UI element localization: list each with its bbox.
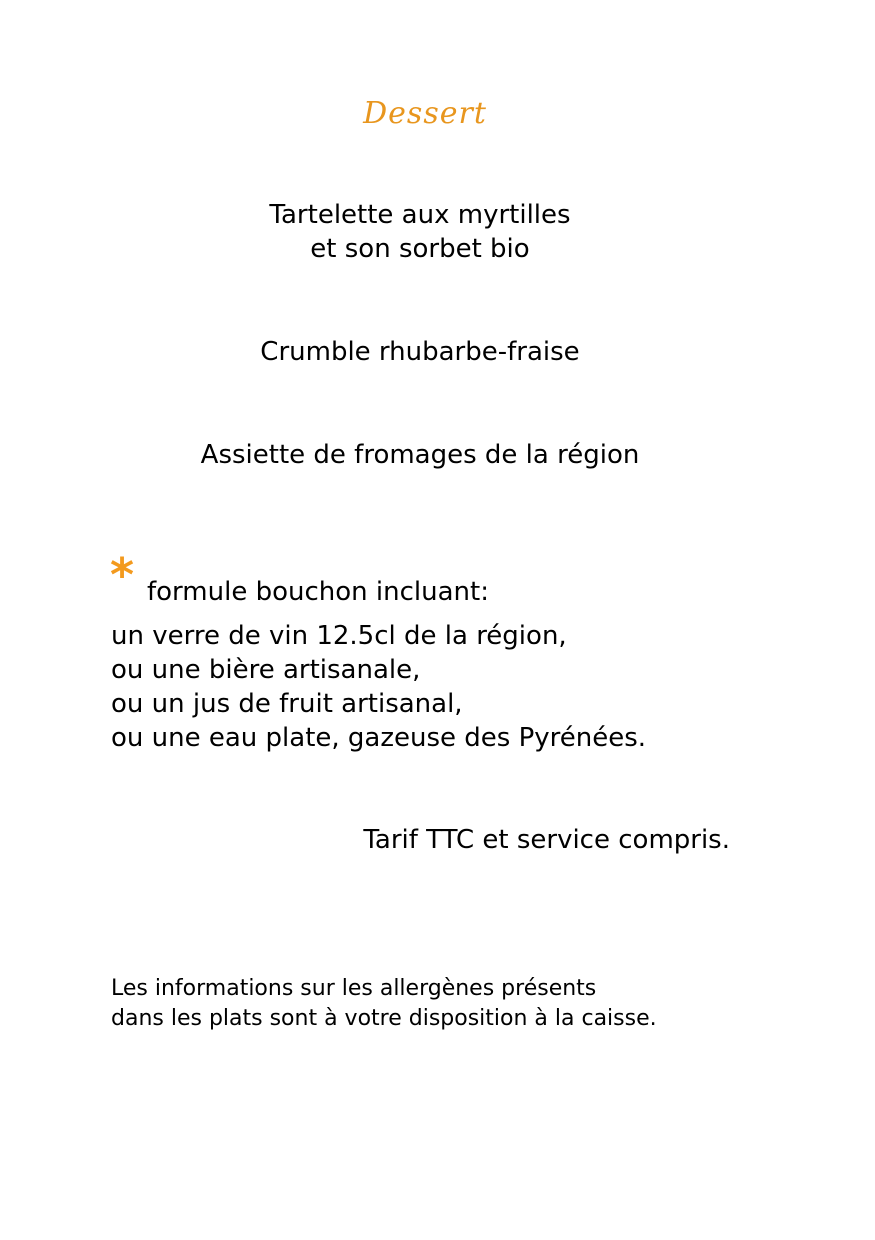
dish-1-line-1: Tartelette aux myrtilles: [269, 200, 571, 230]
formule-heading: formule bouchon incluant:: [147, 577, 489, 607]
formule-options: [111, 619, 646, 755]
formule-option: ou une eau plate, gazeuse des Pyrénées.: [111, 723, 647, 753]
dish-3: Assiette de fromages de la région: [200, 440, 640, 470]
dish-1: [0, 198, 840, 266]
tarif-note: Tarif TTC et service compris.: [363, 825, 730, 855]
allergens-line-2: dans les plats sont à votre disposition à la caisse.: [111, 1006, 657, 1031]
allergens-line-1: Les informations sur les allergènes présents: [111, 976, 597, 1001]
asterisk-icon: *: [110, 548, 135, 602]
formule-option: ou une bière artisanale,: [111, 655, 421, 685]
allergens-note: [111, 974, 657, 1034]
section-title: Dessert: [363, 96, 487, 131]
dish-2: Crumble rhubarbe-fraise: [260, 337, 580, 367]
dish-1-line-2: et son sorbet bio: [310, 234, 530, 264]
formule-option: ou un jus de fruit artisanal,: [111, 689, 463, 719]
formule-option: un verre de vin 12.5cl de la région,: [111, 621, 567, 651]
